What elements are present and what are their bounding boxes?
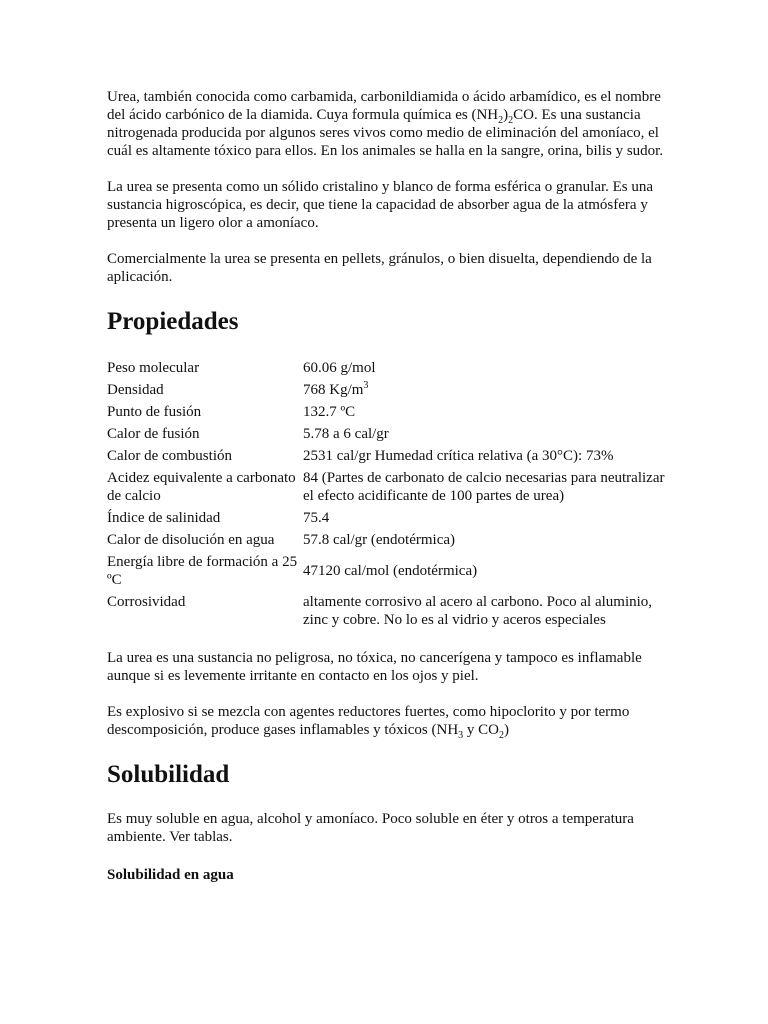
explosive-text-c: ): [504, 722, 510, 738]
explosive-text-a: Es explosivo si se mezcla con agentes reductores fuertes, como hipoclorito y por termo descomposición, produce gases inflamables y tóxicos (NH: [107, 704, 630, 738]
safety-paragraph: La urea es una sustancia no peligrosa, no tóxica, no cancerígena y tampoco es inflamable aunque si es levemente irritante en contacto en los ojos y piel.: [107, 650, 642, 684]
property-value: [303, 379, 667, 401]
table-row: [107, 379, 667, 401]
solubility-heading: Solubilidad: [107, 761, 230, 788]
table-row: [107, 423, 667, 445]
intro-paragraph-3: Comercialmente la urea se presenta en pellets, gránulos, o bien disuelta, dependiendo de la aplicación.: [107, 251, 652, 285]
table-row: [107, 591, 667, 631]
property-name: Punto de fusión: [107, 404, 202, 420]
intro-p1-text-c: CO. Es una sustancia nitrogenada producida por algunos seres vivos como medio de eliminación del amoníaco, el cuál es altamente tóxico para ellos. En los animales se halla en la sangre, orina, bilis y sudor.: [107, 107, 664, 159]
water-solubility-subheading: Solubilidad en agua: [107, 867, 234, 883]
property-value-text: 768 Kg/m: [303, 382, 364, 398]
intro-paragraph-2: La urea se presenta como un sólido cristalino y blanco de forma esférica o granular. Es una sustancia higroscópica, es decir, que tiene la capacidad de absorber agua de la atmósfera y presenta un ligero olor a amoníaco.: [107, 179, 654, 231]
property-name: Peso molecular: [107, 360, 200, 376]
property-name: Índice de salinidad: [107, 510, 221, 526]
superscript: 3: [363, 380, 369, 391]
table-row: [107, 529, 667, 551]
property-name: Densidad: [107, 382, 164, 398]
document-page: [107, 88, 667, 884]
table-row: [107, 467, 667, 507]
property-value: 60.06 g/mol: [303, 360, 376, 376]
property-value: 132.7 ºC: [303, 404, 356, 420]
property-name: Calor de fusión: [107, 426, 200, 442]
properties-table: [107, 357, 667, 631]
intro-p1-text-a: Urea, también conocida como carbamida, carbonildiamida o ácido arbamídico, es el nombre del ácido carbónico de la diamida. Cuya formula química es (NH: [107, 89, 661, 123]
property-value: 5.78 a 6 cal/gr: [303, 426, 389, 442]
table-row: [107, 401, 667, 423]
property-value: 75.4: [303, 510, 330, 526]
subscript: 2: [508, 115, 514, 126]
subscript: 2: [499, 730, 505, 741]
property-name: Calor de disolución en agua: [107, 532, 275, 548]
property-value: 2531 cal/gr Humedad crítica relativa (a 30°C): 73%: [303, 448, 614, 464]
property-value: altamente corrosivo al acero al carbono. Poco al aluminio, zinc y cobre. No lo es al vidrio y aceros especiales: [303, 594, 653, 628]
property-name: Acidez equivalente a carbonato de calcio: [107, 470, 296, 504]
subscript: 3: [458, 730, 464, 741]
property-value: 47120 cal/mol (endotérmica): [303, 563, 478, 579]
property-name: Corrosividad: [107, 594, 186, 610]
property-name: Calor de combustión: [107, 448, 232, 464]
intro-paragraph-1: [107, 88, 667, 160]
property-name: Energía libre de formación a 25 ºC: [107, 554, 298, 588]
explosive-paragraph: [107, 703, 667, 739]
table-row: [107, 551, 667, 591]
property-value: 84 (Partes de carbonato de calcio necesarias para neutralizar el efecto acidificante de 100 partes de urea): [303, 470, 665, 504]
table-row: [107, 507, 667, 529]
properties-heading: Propiedades: [107, 308, 239, 335]
table-row: [107, 445, 667, 467]
table-row: [107, 357, 667, 379]
explosive-text-b: y CO: [463, 722, 500, 738]
solubility-paragraph: Es muy soluble en agua, alcohol y amoníaco. Poco soluble en éter y otros a temperatura ambiente. Ver tablas.: [107, 811, 634, 845]
intro-p1-text-b: ): [503, 107, 509, 123]
subscript: 2: [498, 115, 504, 126]
property-value: 57.8 cal/gr (endotérmica): [303, 532, 456, 548]
